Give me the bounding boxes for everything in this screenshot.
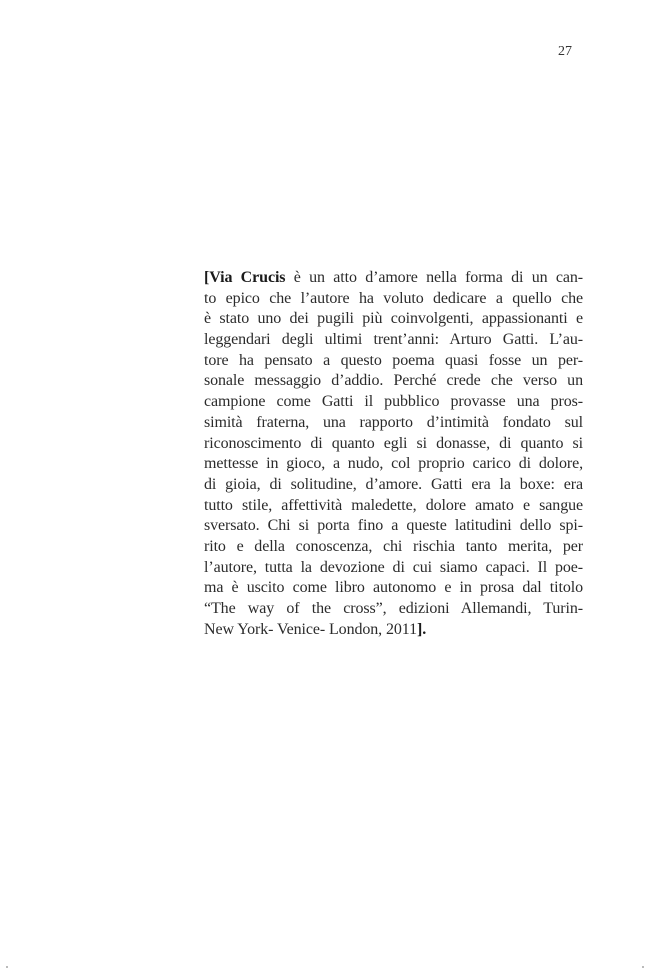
page-number: 27: [558, 44, 572, 59]
text-line: leggendari degli ultimi trent’anni: Arturo Gatti. L’au-: [204, 331, 583, 349]
crop-mark-left: [6, 966, 8, 968]
text-line: di gioia, di solitudine, d’amore. Gatti era la boxe: era: [204, 475, 583, 493]
text-line: è stato uno dei pugili più coinvolgenti, appassionanti e: [204, 310, 583, 328]
text-line: tore ha pensato a questo poema quasi fosse un per-: [204, 351, 583, 369]
text-line: “The way of the cross”, edizioni Allemandi, Turin-: [204, 600, 583, 617]
text-line: tutto stile, affettività maledette, dolore amato e sangue: [204, 496, 583, 514]
text-line: simità fraterna, una rapporto d’intimità fondato sul: [204, 413, 583, 431]
text-line: mettesse in gioco, a nudo, col proprio carico di dolore,: [204, 455, 583, 473]
body-paragraph: [204, 268, 583, 640]
crop-mark-right: [642, 966, 644, 968]
text-line: riconoscimento di quanto egli si donasse, di quanto si: [204, 434, 583, 452]
text-line: ma è uscito come libro autonomo e in prosa dal titolo: [204, 579, 583, 597]
text-line: sversato. Chi si porta fino a queste latitudini dello spi-: [204, 517, 583, 535]
text-line: [204, 268, 583, 289]
text-line: rito e della conoscenza, chi rischia tanto merita, per: [204, 537, 583, 555]
line-text: New York- Venice- London, 2011: [204, 620, 417, 638]
line-text: è un atto d’amore nella forma di un can-: [285, 269, 583, 286]
open-bracket: [: [204, 269, 210, 286]
title-via-crucis: Via Crucis: [209, 269, 286, 286]
text-line: to epico che l’autore ha voluto dedicare a quello che: [204, 289, 583, 307]
text-line: campione come Gatti il pubblico provasse una pros-: [204, 393, 583, 411]
text-line: l’autore, tutta la devozione di cui siamo capaci. Il poe-: [204, 558, 583, 576]
text-line: [204, 620, 583, 641]
text-line: sonale messaggio d’addio. Perché crede che verso un: [204, 372, 583, 390]
close-bracket: ].: [416, 620, 427, 638]
